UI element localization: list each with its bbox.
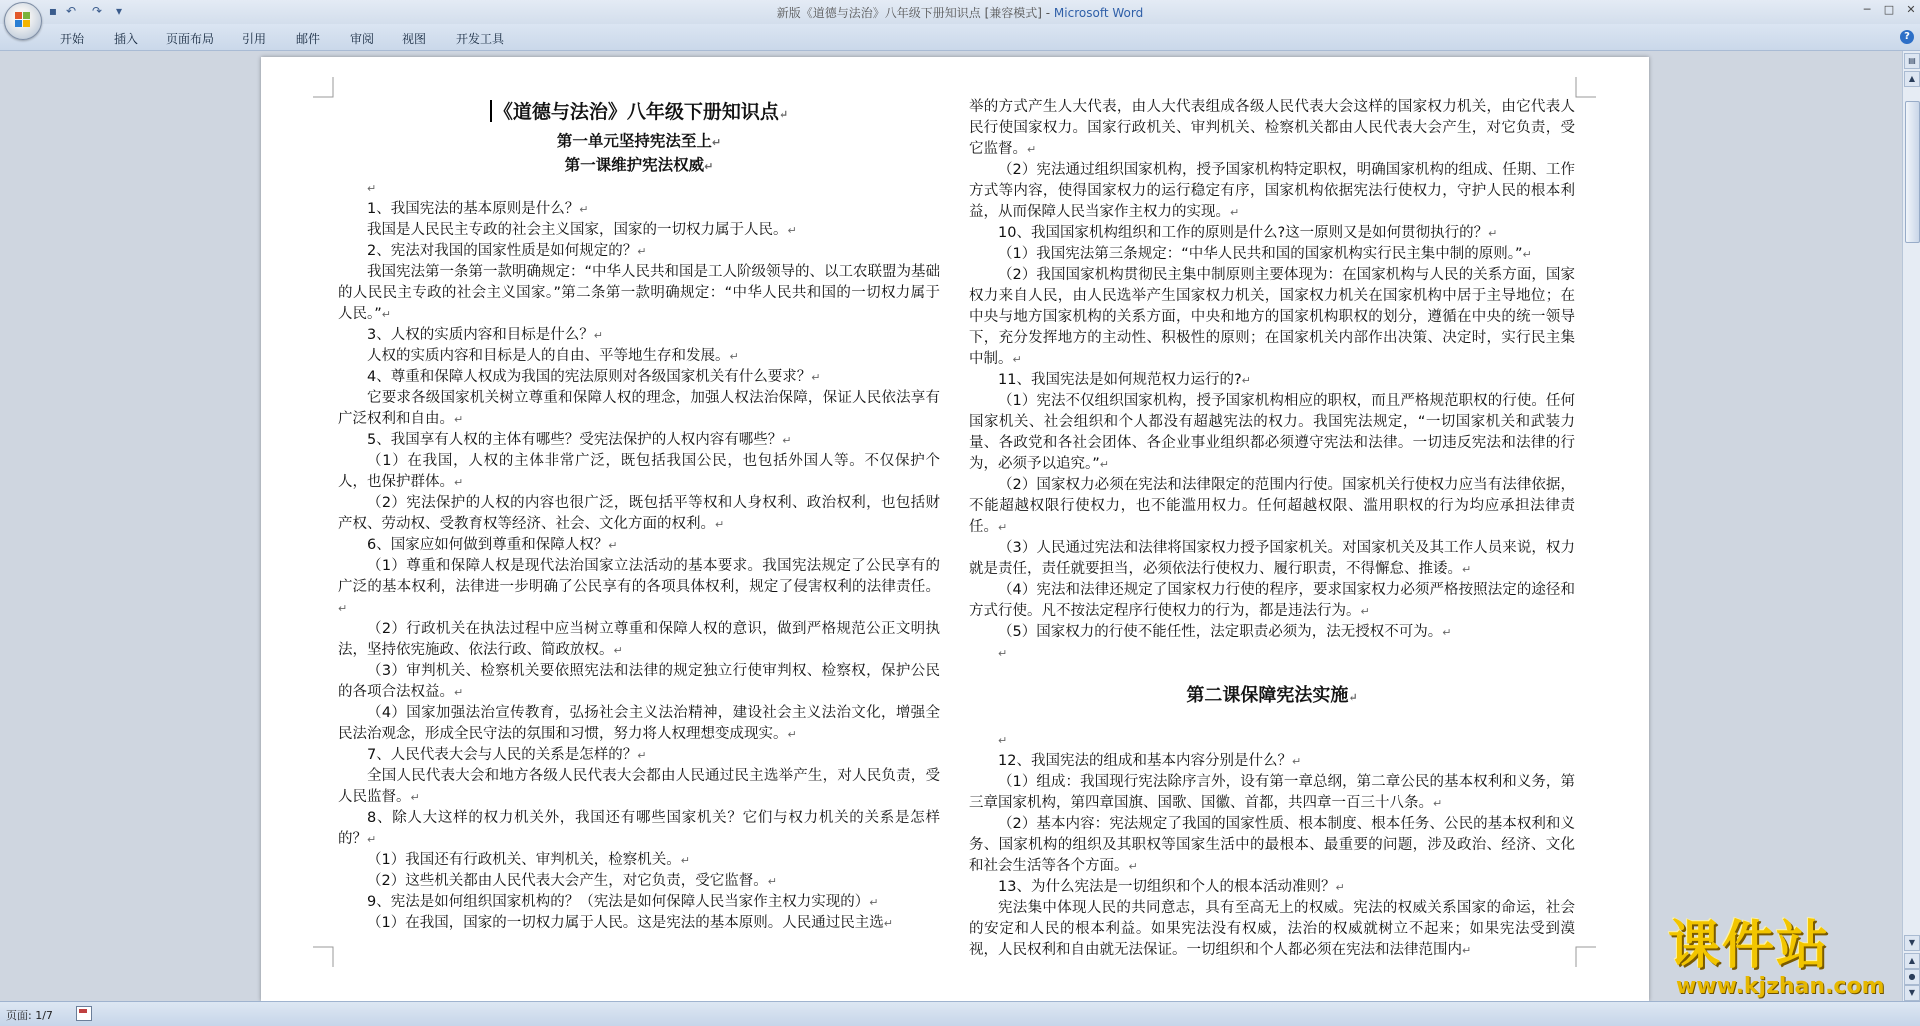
paragraph-text: 全国人民代表大会和地方各级人民代表大会都由人民通过民主选举产生，对人民负责，受人民监督。 — [338, 768, 940, 805]
document-title: 新版《道德与法治》八年级下册知识点 [兼容模式] - — [776, 6, 1054, 20]
paragraph-mark-icon: ↵ — [1462, 563, 1472, 576]
paragraph-mark-icon: ↵ — [338, 602, 348, 615]
restore-button[interactable]: □ — [1883, 3, 1895, 16]
paragraph-mark-icon: ↵ — [367, 833, 377, 846]
paragraph-mark-icon: ↵ — [454, 686, 464, 699]
paragraph-text: 宪法集中体现人民的共同意志，具有至高无上的权威。宪法的权威关系国家的命运，社会的安定和人民的根本利益。如果宪法没有权威，法治的权威就树立不起来；如果宪法受到漠视，人民权利和自由就无法保证。一切组织和个人都必须在宪法和法律范围内 — [969, 900, 1575, 958]
paragraph-text: 5、我国享有人权的主体有哪些？受宪法保护的人权内容有哪些？ — [367, 432, 783, 448]
document-paragraph — [969, 730, 1575, 751]
paragraph-mark-icon: ↵ — [1012, 353, 1022, 366]
paragraph-mark-icon: ↵ — [1433, 797, 1443, 810]
paragraph-text: （1）组成：我国现行宪法除序言外，设有第一章总纲，第二章公民的基本权利和义务，第三章国家机构，第四章国旗、国歌、国徽、首都，共四章一百三十八条。 — [969, 774, 1575, 811]
document-paragraph — [338, 766, 940, 808]
window-title — [0, 4, 1920, 21]
paragraph-mark-icon: ↵ — [454, 413, 464, 426]
document-paragraph — [338, 892, 940, 913]
document-paragraph — [338, 451, 940, 493]
paragraph-text: （2）我国国家机构贯彻民主集中制原则主要体现为：在国家机构与人民的关系方面，国家权力来自人民，由人民选举产生国家权力机关，国家权力机关在国家机构中居于主导地位；在中央与地方国家机构的关系方面，中央和地方的国家机构职权的划分，遵循在中央的统一领导下，充分发挥地方的主动性、积极性的原则；在国家机关内部作出决策、决定时，实行民主集中制。 — [969, 267, 1575, 367]
document-paragraph — [338, 913, 940, 934]
document-paragraph — [338, 241, 940, 262]
paragraph-mark-icon: ↵ — [367, 182, 377, 195]
paragraph-mark-icon: ↵ — [782, 434, 792, 447]
paragraph-mark-icon: ↵ — [410, 791, 420, 804]
page-number-indicator[interactable]: 页面: 1/7 — [6, 1009, 53, 1022]
paragraph-mark-icon: ↵ — [1442, 626, 1452, 639]
document-paragraph — [969, 223, 1575, 244]
paragraph-text: （1）在我国，国家的一切权力属于人民。这是宪法的基本原则。人民通过民主选 — [367, 915, 884, 931]
watermark-url: www.kjzhan.com — [1676, 974, 1885, 999]
document-paragraph — [338, 367, 940, 388]
macro-record-icon[interactable] — [76, 1006, 92, 1021]
text-column-right — [969, 97, 1575, 961]
document-paragraph — [338, 199, 940, 220]
paragraph-text: 我国宪法第一条第一款明确规定：“中华人民共和国是工人阶级领导的、以工农联盟为基础的人民民主专政的社会主义国家。”第二条第一款明确规定：“中华人民共和国的一切权力属于人民。” — [338, 264, 941, 322]
paragraph-mark-icon: ↵ — [787, 728, 797, 741]
document-page[interactable] — [261, 57, 1649, 1001]
paragraph-text: 12、我国宪法的组成和基本内容分别是什么？ — [998, 753, 1292, 769]
paragraph-text: （2）国家权力必须在宪法和法律限定的范围内行使。国家机关行使权力应当有法律依据，不能超越权限行使权力，也不能滥用权力。任何超越权限、滥用职权的行为均应承担法律责任。 — [969, 477, 1575, 535]
previous-page-icon[interactable]: ▲ — [1904, 953, 1920, 969]
paragraph-text: （5）国家权力的行使不能任性，法定职责必须为，法无授权不可为。 — [998, 624, 1443, 640]
document-heading — [338, 154, 940, 178]
document-paragraph — [338, 178, 940, 199]
tab-references[interactable]: 引用 — [242, 32, 267, 46]
paragraph-text: （1）在我国，人权的主体非常广泛，既包括我国公民，也包括外国人等。不仅保护个人，也保护群体。 — [338, 453, 940, 490]
paragraph-mark-icon: ↵ — [1522, 248, 1532, 261]
paragraph-text: （1）宪法不仅组织国家机构，授予国家机构相应的职权，而且严格规范职权的行使。任何国家机关、社会组织和个人都没有超越宪法的权力。我国宪法规定，“一切国家机关和武装力量、各政党和各社会团体、各企业事业组织都必须遵守宪法和法律。一切违反宪法和法律的行为，必须予以追究。” — [969, 393, 1575, 472]
document-paragraph — [969, 772, 1575, 814]
document-paragraph — [969, 391, 1575, 475]
tab-insert[interactable]: 插入 — [114, 32, 139, 46]
select-browse-object-icon[interactable]: ● — [1904, 969, 1920, 985]
document-paragraph — [969, 877, 1575, 898]
tab-page-layout[interactable]: 页面布局 — [166, 32, 215, 46]
document-paragraph — [969, 370, 1575, 391]
document-paragraph — [338, 619, 940, 661]
margin-corner-bottom-right — [1574, 945, 1596, 967]
document-paragraph — [338, 220, 940, 241]
scroll-down-icon[interactable]: ▼ — [1904, 935, 1920, 951]
save-icon[interactable]: ▪ — [48, 4, 58, 18]
paragraph-mark-icon: ↵ — [1099, 458, 1109, 471]
scroll-up-icon[interactable]: ▲ — [1904, 71, 1920, 87]
paragraph-text: （2）基本内容：宪法规定了我国的国家性质、根本制度、根本任务、公民的基本权利和义务、国家机构的组织及其职权等国家生活中的最根本、最重要的问题，涉及政治、经济、文化和社会生活等各个方面。 — [969, 816, 1575, 874]
document-paragraph — [338, 535, 940, 556]
document-paragraph — [338, 346, 940, 367]
paragraph-mark-icon: ↵ — [680, 854, 690, 867]
document-paragraph — [969, 475, 1575, 538]
customize-qat-icon[interactable]: ▾ — [115, 4, 123, 18]
next-page-icon[interactable]: ▼ — [1904, 985, 1920, 1001]
document-paragraph — [338, 661, 940, 703]
paragraph-text: （3）审判机关、检察机关要依照宪法和法律的规定独立行使审判权、检察权，保护公民的各项合法权益。 — [338, 663, 940, 700]
paragraph-text: （2）宪法保护的人权的内容也很广泛，既包括平等权和人身权利、政治权利，也包括财产权、劳动权、受教育权等经济、社会、文化方面的权利。 — [338, 495, 940, 532]
paragraph-mark-icon: ↵ — [637, 749, 647, 762]
margin-corner-top-left — [313, 77, 335, 99]
paragraph-mark-icon: ↵ — [1291, 755, 1302, 768]
paragraph-text: （4）宪法和法律还规定了国家权力行使的程序，要求国家权力必须严格按照法定的途径和方式行使。凡不按法定程序行使权力的行为，都是违法行为。 — [969, 582, 1575, 619]
document-paragraph — [338, 850, 940, 871]
paragraph-text: 第二课保障宪法实施 — [1186, 685, 1349, 706]
paragraph-text: 11、我国宪法是如何规范权力运行的? — [998, 372, 1242, 388]
document-paragraph — [338, 745, 940, 766]
paragraph-mark-icon: ↵ — [613, 644, 623, 657]
paragraph-mark-icon: ↵ — [1348, 691, 1358, 704]
office-button[interactable] — [4, 2, 42, 40]
redo-icon[interactable]: ↷ — [91, 4, 103, 18]
paragraph-text: 7、人民代表大会与人民的关系是怎样的？ — [367, 747, 638, 763]
document-paragraph — [969, 622, 1575, 643]
document-paragraph — [338, 325, 940, 346]
paragraph-mark-icon: ↵ — [998, 521, 1008, 534]
paragraph-text: （1）我国宪法第三条规定：“中华人民共和国的国家机构实行民主集中制的原则。” — [998, 246, 1523, 262]
help-icon[interactable]: ? — [1900, 30, 1914, 44]
paragraph-mark-icon: ↵ — [1360, 605, 1370, 618]
tab-developer[interactable]: 开发工具 — [456, 32, 505, 46]
minimize-button[interactable]: ─ — [1863, 3, 1871, 16]
paragraph-text: 10、我国国家机构组织和工作的原则是什么?这一原则又是如何贯彻执行的？ — [998, 225, 1489, 241]
paragraph-mark-icon: ↵ — [778, 108, 789, 121]
paragraph-mark-icon: ↵ — [869, 896, 879, 909]
scroll-thumb[interactable] — [1905, 101, 1920, 243]
paragraph-mark-icon: ↵ — [704, 160, 714, 173]
tab-mailings[interactable]: 邮件 — [296, 32, 321, 46]
paragraph-mark-icon: ↵ — [711, 136, 722, 149]
document-paragraph — [338, 556, 940, 619]
document-heading — [969, 676, 1575, 718]
paragraph-mark-icon: ↵ — [1027, 143, 1037, 156]
paragraph-mark-icon: ↵ — [787, 224, 797, 237]
paragraph-text: 举的方式产生人大代表，由人大代表组成各级人民代表大会这样的国家权力机关，由它代表人民行使国家权力。国家行政机关、审判机关、检察机关都由人民代表大会产生，对它负责，受它监督。 — [969, 99, 1575, 157]
paragraph-text: 它要求各级国家机关树立尊重和保障人权的理念，加强人权法治保障，保证人民依法享有广泛权利和自由。 — [338, 390, 940, 427]
watermark-title: 课件站 — [1668, 916, 1831, 976]
document-paragraph — [969, 265, 1575, 370]
ruler-toggle-icon[interactable]: ▤ — [1904, 53, 1920, 69]
document-paragraph — [969, 814, 1575, 877]
paragraph-text: （1）尊重和保障人权是现代法治国家立法活动的基本要求。我国宪法规定了公民享有的广泛的基本权利，法律进一步明确了公民享有的各项具体权利，规定了侵害权利的法律责任。 — [338, 558, 940, 595]
paragraph-text: （4）国家加强法治宣传教育，弘扬社会主义法治精神，建设社会主义法治文化，增强全民法治观念，形成全民守法的氛围和习惯，努力将人权理想变成现实。 — [338, 705, 940, 742]
paragraph-text: 第一课维护宪法权威 — [564, 156, 705, 174]
document-paragraph — [969, 97, 1575, 160]
margin-corner-top-right — [1574, 77, 1596, 99]
paragraph-text: 8、除人大这样的权力机关外，我国还有哪些国家机关？它们与权力机关的关系是怎样的？ — [338, 810, 940, 847]
paragraph-text: 1、我国宪法的基本原则是什么？ — [367, 201, 580, 217]
paragraph-text: （2）行政机关在执法过程中应当树立尊重和保障人权的意识，做到严格规范公正文明执法，坚持依宪施政、依法行政、简政放权。 — [338, 621, 940, 658]
vertical-scrollbar[interactable] — [1902, 51, 1920, 1001]
document-workspace — [0, 51, 1902, 1001]
paragraph-text: 3、人权的实质内容和目标是什么？ — [367, 327, 594, 343]
paragraph-mark-icon: ↵ — [1128, 860, 1138, 873]
paragraph-mark-icon: ↵ — [729, 350, 739, 363]
paragraph-mark-icon: ↵ — [1488, 227, 1498, 240]
document-paragraph — [338, 703, 940, 745]
paragraph-mark-icon: ↵ — [579, 203, 589, 216]
paragraph-text: 人权的实质内容和目标是人的自由、平等地生存和发展。 — [367, 348, 730, 364]
office-logo-icon — [15, 12, 31, 28]
paragraph-mark-icon: ↵ — [1230, 206, 1240, 219]
title-bar — [0, 0, 1920, 24]
document-heading — [338, 97, 940, 130]
document-paragraph — [338, 430, 940, 451]
paragraph-text: 2、宪法对我国的国家性质是如何规定的？ — [367, 243, 638, 259]
tab-view[interactable]: 视图 — [402, 32, 427, 46]
paragraph-mark-icon: ↵ — [767, 875, 777, 888]
paragraph-text: 我国是人民民主专政的社会主义国家，国家的一切权力属于人民。 — [367, 222, 788, 238]
paragraph-text: （3）人民通过宪法和法律将国家权力授予国家机关。对国家机关及其工作人员来说，权力就是责任，责任就要担当，必须依法行使权力、履行职责，不得懈怠、推诿。 — [969, 540, 1575, 577]
paragraph-text: （1）我国还有行政机关、审判机关，检察机关。 — [367, 852, 681, 868]
document-heading — [338, 130, 940, 154]
paragraph-mark-icon: ↵ — [593, 329, 603, 342]
document-paragraph — [969, 751, 1575, 772]
watermark-logo — [1668, 918, 1904, 998]
margin-corner-bottom-left — [313, 945, 335, 967]
paragraph-mark-icon: ↵ — [454, 476, 464, 489]
status-bar — [0, 1001, 1920, 1026]
paragraph-text: 《道德与法治》八年级下册知识点 — [493, 101, 779, 123]
paragraph-mark-icon: ↵ — [811, 371, 821, 384]
undo-icon[interactable]: ↶ — [65, 4, 77, 18]
close-button[interactable]: ✕ — [1906, 3, 1916, 16]
text-cursor — [490, 100, 492, 122]
paragraph-mark-icon: ↵ — [637, 245, 647, 258]
paragraph-text: 4、尊重和保障人权成为我国的宪法原则对各级国家机关有什么要求？ — [367, 369, 812, 385]
paragraph-mark-icon: ↵ — [715, 518, 725, 531]
paragraph-text: 6、国家应如何做到尊重和保障人权？ — [367, 537, 609, 553]
app-name: Microsoft Word — [1053, 6, 1144, 20]
paragraph-mark-icon: ↵ — [1462, 944, 1472, 957]
paragraph-text: 第一单元坚持宪法至上 — [556, 132, 712, 150]
text-column-left — [338, 97, 940, 934]
document-paragraph — [338, 493, 940, 535]
document-paragraph — [338, 262, 940, 325]
document-paragraph — [338, 808, 940, 850]
paragraph-mark-icon: ↵ — [1335, 881, 1345, 894]
document-paragraph — [969, 580, 1575, 622]
document-paragraph — [969, 160, 1575, 223]
document-paragraph — [338, 388, 940, 430]
paragraph-text: 9、宪法是如何组织国家机构的？（宪法是如何保障人民当家作主权力实现的） — [367, 894, 870, 910]
paragraph-mark-icon: ↵ — [998, 734, 1008, 747]
paragraph-mark-icon: ↵ — [381, 308, 391, 321]
ribbon-tabs — [0, 24, 1920, 51]
paragraph-mark-icon: ↵ — [883, 917, 893, 930]
document-paragraph — [338, 871, 940, 892]
paragraph-mark-icon: ↵ — [998, 647, 1008, 660]
tab-home[interactable]: 开始 — [60, 32, 85, 46]
document-paragraph — [969, 244, 1575, 265]
tab-review[interactable]: 审阅 — [350, 32, 375, 46]
paragraph-mark-icon: ↵ — [608, 539, 618, 552]
paragraph-mark-icon: ↵ — [1241, 374, 1251, 387]
paragraph-text: （2）宪法通过组织国家机构，授予国家机构特定职权，明确国家机构的组成、任期、工作方式等内容，使得国家权力的运行稳定有序，国家机构依据宪法行使权力，守护人民的根本利益，从而保障人民当家作主权力的实现。 — [969, 162, 1575, 220]
document-paragraph — [969, 538, 1575, 580]
document-paragraph — [969, 898, 1575, 961]
document-paragraph — [969, 643, 1575, 664]
paragraph-text: （2）这些机关都由人民代表大会产生，对它负责，受它监督。 — [367, 873, 768, 889]
paragraph-text: 13、为什么宪法是一切组织和个人的根本活动准则？ — [998, 879, 1336, 895]
